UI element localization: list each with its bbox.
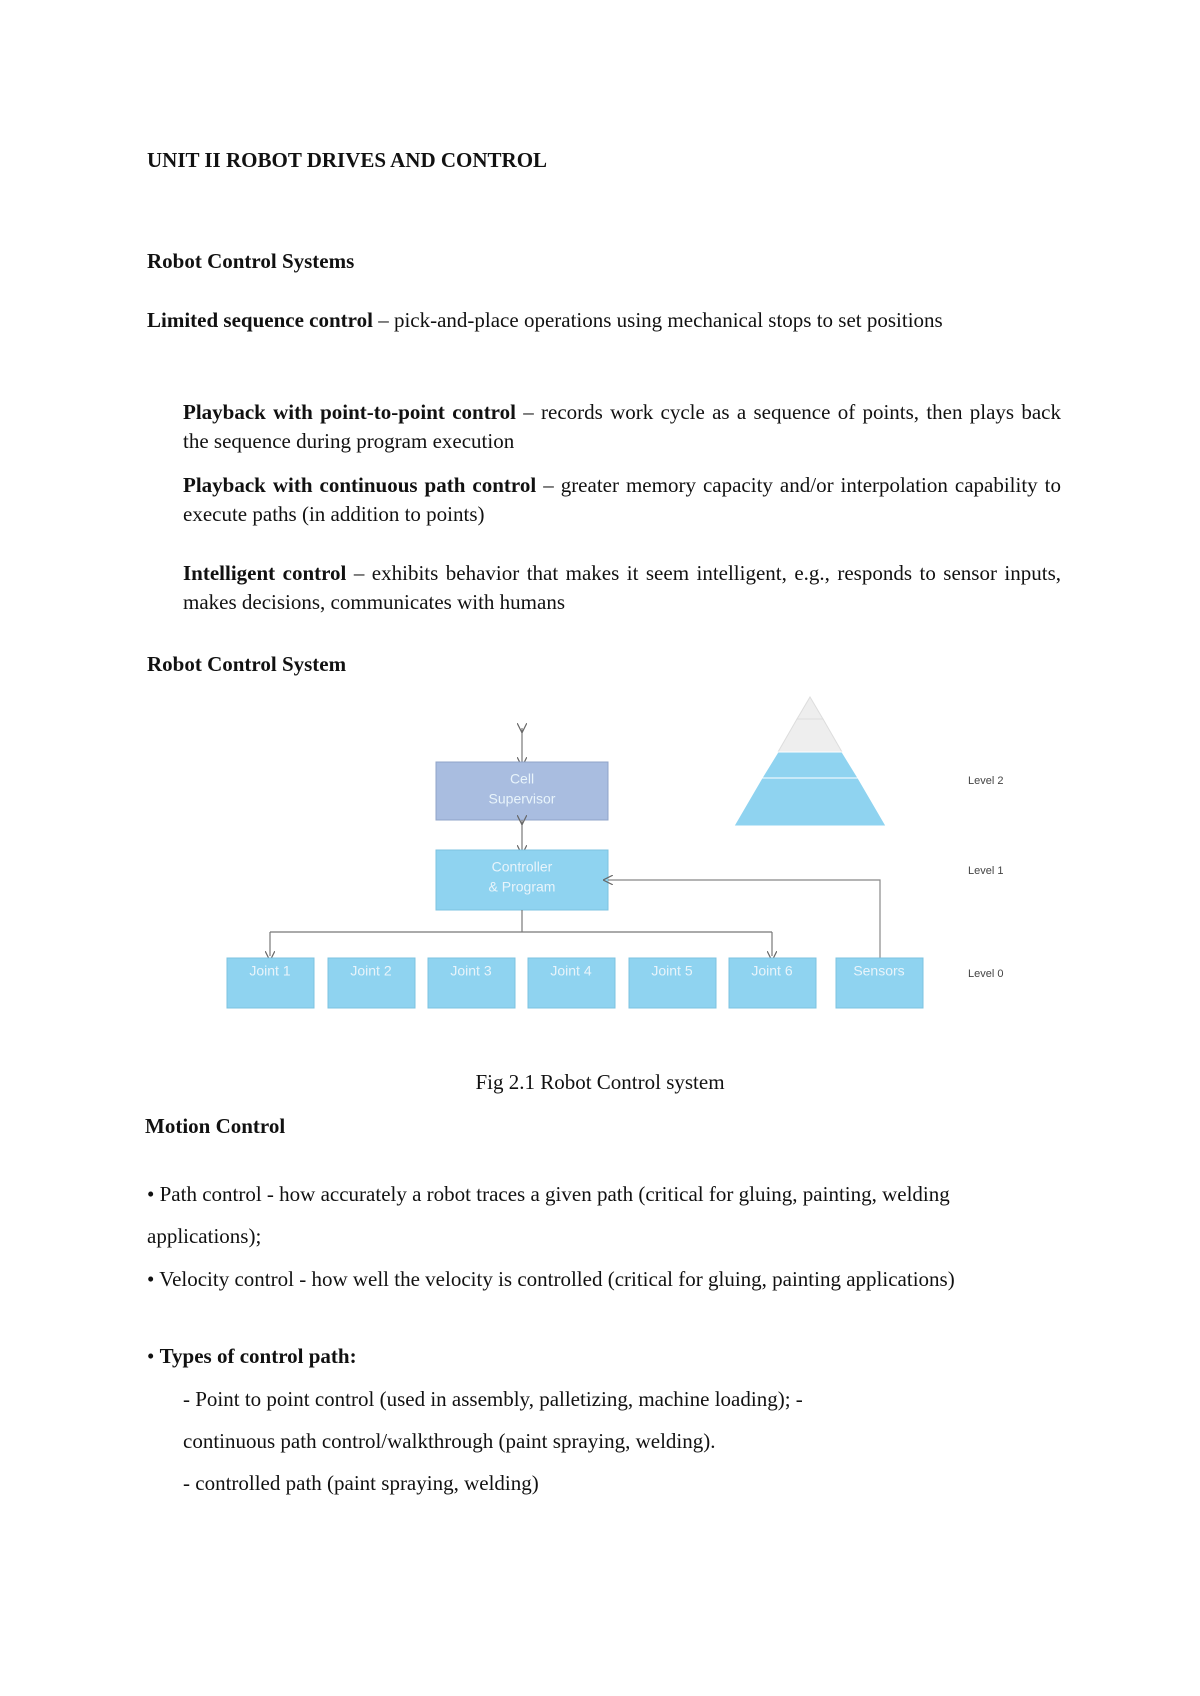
section-heading-robot-control-systems: Robot Control Systems	[147, 249, 355, 273]
types-of-control-path-heading: Types of control path:	[159, 1344, 357, 1368]
section-heading-motion-control: Motion Control	[145, 1114, 286, 1138]
pyramid-base-tier	[734, 778, 886, 826]
controller-label-1: Controller	[491, 858, 553, 875]
playback-cp-term: Playback with continuous path control	[183, 473, 537, 497]
velocity-control-bullet	[147, 1258, 982, 1300]
joint-4-label: Joint 4	[550, 962, 592, 979]
types-line-1: - Point to point control (used in assembly, palletizing, machine loading); -	[183, 1387, 803, 1411]
level-pyramid	[734, 697, 886, 826]
sensor-feedback-line	[608, 880, 880, 958]
playback-ptp-term: Playback with point-to-point control	[183, 400, 516, 424]
types-line-2: continuous path control/walkthrough (paint spraying, welding).	[183, 1429, 716, 1453]
playback-ptp-desc: – records work cycle as a sequence of points, then plays back the sequence during program execution	[183, 400, 1062, 453]
bullet-dot: •	[147, 1182, 155, 1206]
level-1-label: Level 1	[968, 865, 1004, 877]
intelligent-control-desc: – exhibits behavior that makes it seem intelligent, e.g., responds to sensor inputs, makes decisions, communicates with humans	[183, 561, 1061, 614]
limited-sequence-term: Limited sequence control	[147, 308, 373, 332]
pyramid-top-tier	[797, 697, 823, 719]
limited-sequence-desc: – pick-and-place operations using mechanical stops to set positions	[372, 308, 943, 332]
joint-2-label: Joint 2	[350, 962, 392, 979]
pyramid-tier-3	[762, 752, 858, 778]
section-heading-robot-control-system: Robot Control System	[147, 652, 347, 676]
playback-cp-desc: – greater memory capacity and/or interpolation capability to execute paths (in addition to points)	[183, 473, 1062, 526]
page-title: UNIT II ROBOT DRIVES AND CONTROL	[147, 148, 548, 172]
pyramid-tier-2	[778, 719, 842, 752]
intelligent-control-term: Intelligent control	[183, 561, 347, 585]
joint-6-label: Joint 6	[751, 962, 793, 979]
path-control-text: Path control - how accurately a robot traces a given path (critical for gluing, painting, welding applications);	[147, 1182, 950, 1248]
level-2-label: Level 2	[968, 775, 1004, 787]
joint-3-label: Joint 3	[450, 962, 492, 979]
cell-supervisor-label-1: Cell	[509, 770, 535, 787]
path-control-bullet	[147, 1173, 982, 1257]
types-line-3: - controlled path (paint spraying, welding)	[183, 1471, 539, 1495]
joint-boxes	[227, 958, 816, 1008]
cell-supervisor-label-2: Supervisor	[488, 790, 556, 807]
joint-1-label: Joint 1	[249, 962, 291, 979]
joint-5-label: Joint 5	[651, 962, 693, 979]
bullet-dot: •	[147, 1267, 155, 1291]
types-of-control-path-bullet	[147, 1342, 357, 1371]
velocity-control-text: Velocity control - how well the velocity is controlled (critical for gluing, painting applications)	[159, 1267, 955, 1291]
controller-label-2: & Program	[488, 878, 556, 895]
sensors-label: Sensors	[853, 962, 905, 979]
figure-caption: Fig 2.1 Robot Control system	[475, 1070, 725, 1094]
level-0-label: Level 0	[968, 968, 1004, 980]
bullet-dot: •	[147, 1344, 155, 1368]
